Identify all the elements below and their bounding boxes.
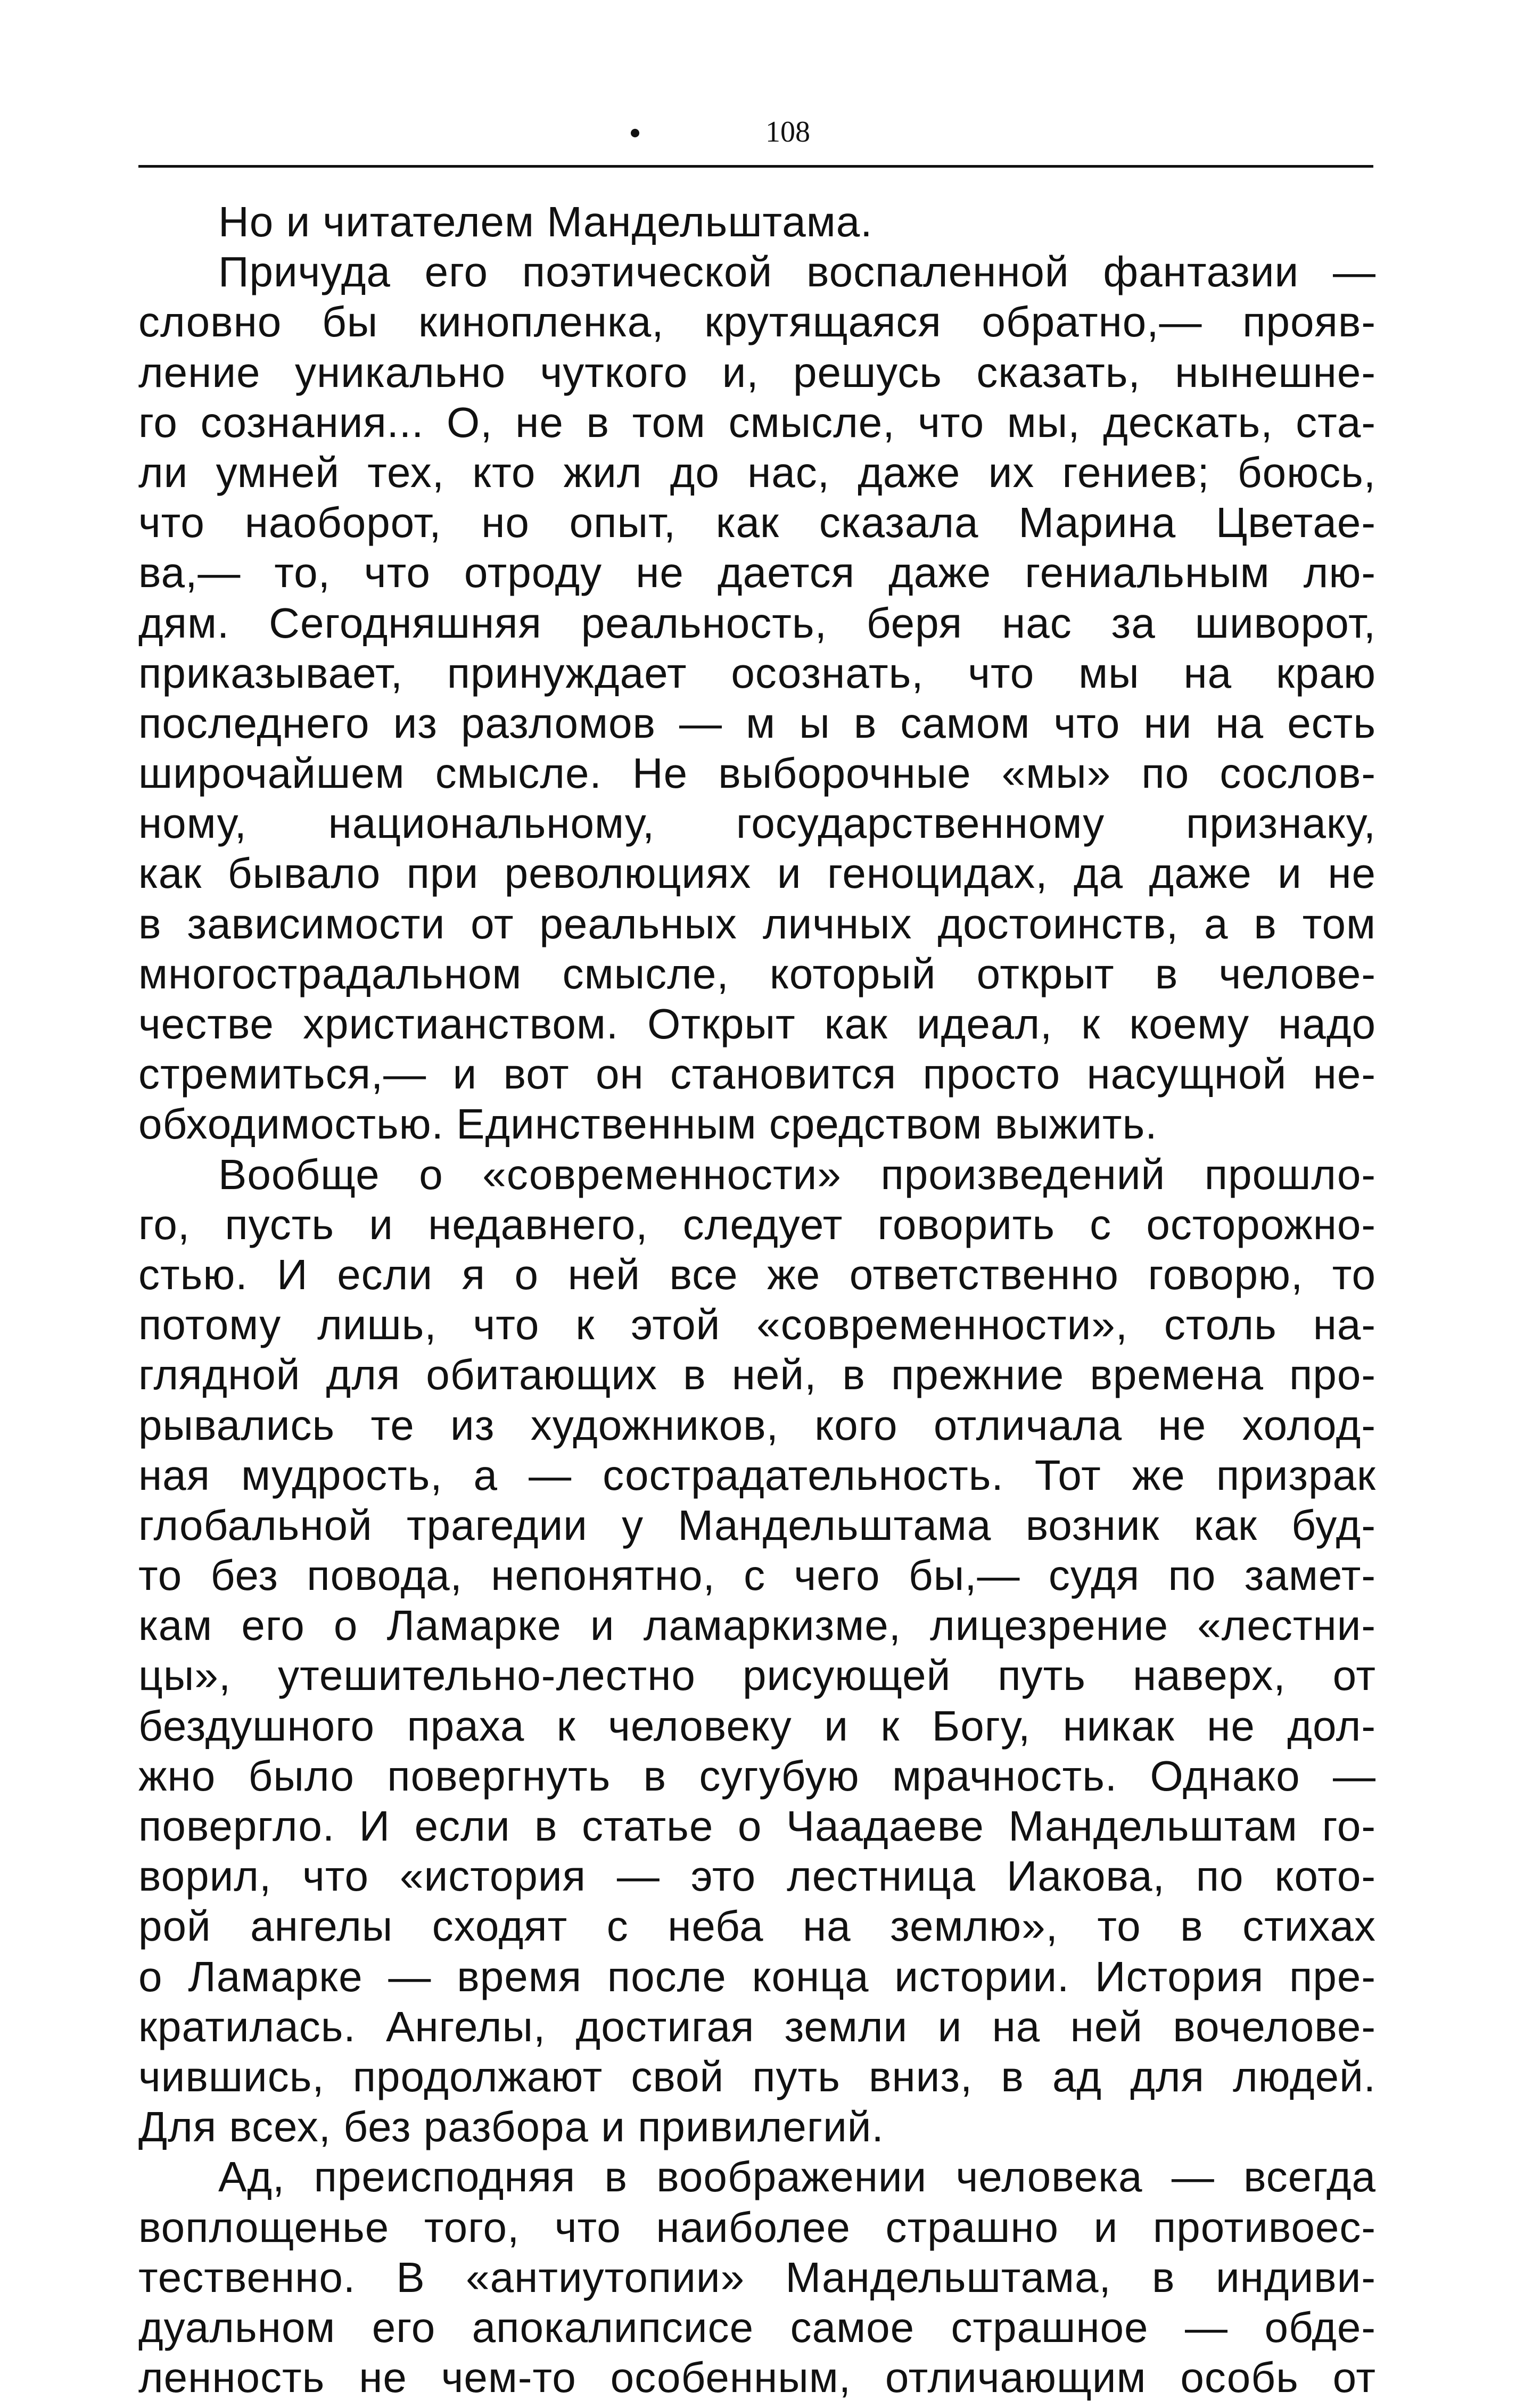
text-line: Ад, преисподняя в воображении человека — всегда [218, 2153, 1376, 2201]
text-line: словно бы кинопленка, крутящаяся обратно,— прояв- [138, 298, 1376, 346]
text-line: чившись, продолжают свой путь вниз, в ад для людей. [138, 2052, 1376, 2100]
text-line: дям. Сегодняшняя реальность, беря нас за шиворот, [138, 599, 1376, 647]
text-line: честве христианством. Открыт как идеал, к коему надо [138, 1000, 1376, 1048]
text-line: стью. И если я о ней все же ответственно говорю, то [138, 1250, 1376, 1298]
text-line: цы», утешительно-лестно рисующей путь наверх, от [138, 1652, 1376, 1700]
text-line: Вообще о «современности» произведений прошло- [218, 1150, 1376, 1198]
main-text [138, 197, 1376, 2403]
text-line: кратилась. Ангелы, достигая земли и на ней вочелове- [138, 2002, 1376, 2050]
text-line: воплощенье того, что наиболее страшно и противоес- [138, 2203, 1376, 2251]
text-line: ворил, что «история — это лестница Иакова, по кото- [138, 1852, 1376, 1900]
text-line: последнего из разломов — м ы в самом что ни на есть [138, 699, 1376, 747]
text-line: тественно. В «антиутопии» Мандельштама, в индиви- [138, 2253, 1376, 2301]
text-line: глядной для обитающих в ней, в прежние времена про- [138, 1351, 1376, 1399]
text-line: как бывало при революциях и геноцидах, да даже и не [138, 850, 1376, 897]
text-line: Но и читателем Мандельштама. [218, 198, 873, 245]
text-line: широчайшем смысле. Не выборочные «мы» по сослов- [138, 749, 1376, 797]
text-line: рой ангелы сходят с неба на землю», то в стихах [138, 1902, 1376, 1950]
text-line: многострадальном смысле, который открыт в челове- [138, 950, 1376, 997]
text-line: ная мудрость, а — сострадательность. Тот же призрак [138, 1451, 1376, 1499]
text-line: го сознания... О, не в том смысле, что мы, дескать, ста- [138, 398, 1376, 446]
text-line: Причуда его поэтической воспаленной фантазии — [218, 248, 1376, 296]
text-line: обходимостью. Единственным средством выжить. [138, 1100, 1158, 1148]
text-line: в зависимости от реальных личных достоинств, а в том [138, 900, 1376, 947]
text-line: что наоборот, но опыт, как сказала Марина Цветае- [138, 499, 1376, 547]
header-dot [631, 129, 639, 137]
header-rule [138, 165, 1373, 168]
text-line: ли умней тех, кто жил до нас, даже их гениев; боюсь, [138, 448, 1376, 496]
text-line: глобальной трагедии у Мандельштама возник как буд- [138, 1501, 1376, 1549]
text-line: потому лишь, что к этой «современности», столь на- [138, 1301, 1376, 1349]
text-line: рывались те из художников, кого отличала не холод- [138, 1401, 1376, 1449]
page-header [138, 101, 1373, 170]
text-line: бездушного праха к человеку и к Богу, никак не дол- [138, 1702, 1376, 1750]
page-number: 108 [765, 116, 810, 149]
text-line: ленность не чем-то особенным, отличающим особь от [138, 2354, 1376, 2402]
text-line: то без повода, непонятно, с чего бы,— судя по замет- [138, 1552, 1376, 1599]
text-line: дуальном его апокалипсисе самое страшное — обде- [138, 2303, 1376, 2351]
text-line: стремиться,— и вот он становится просто насущной не- [138, 1050, 1376, 1098]
text-line: о Ламарке — время после конца истории. История пре- [138, 1952, 1376, 2000]
text-line: Для всех, без разбора и привилегий. [138, 2103, 884, 2151]
text-line: го, пусть и недавнего, следует говорить с осторожно- [138, 1200, 1376, 1248]
text-line: ва,— то, что отроду не дается даже гениальным лю- [138, 549, 1376, 597]
text-line: повергло. И если в статье о Чаадаеве Мандельштам го- [138, 1802, 1376, 1850]
text-line: ление уникально чуткого и, решусь сказать, нынешне- [138, 348, 1376, 396]
text-line: приказывает, принуждает осознать, что мы на краю [138, 649, 1376, 697]
text-line: жно было повергнуть в сугубую мрачность. Однако — [138, 1752, 1376, 1800]
text-line: кам его о Ламарке и ламаркизме, лицезрение «лестни- [138, 1602, 1376, 1650]
text-line: ному, национальному, государственному признаку, [138, 799, 1376, 847]
